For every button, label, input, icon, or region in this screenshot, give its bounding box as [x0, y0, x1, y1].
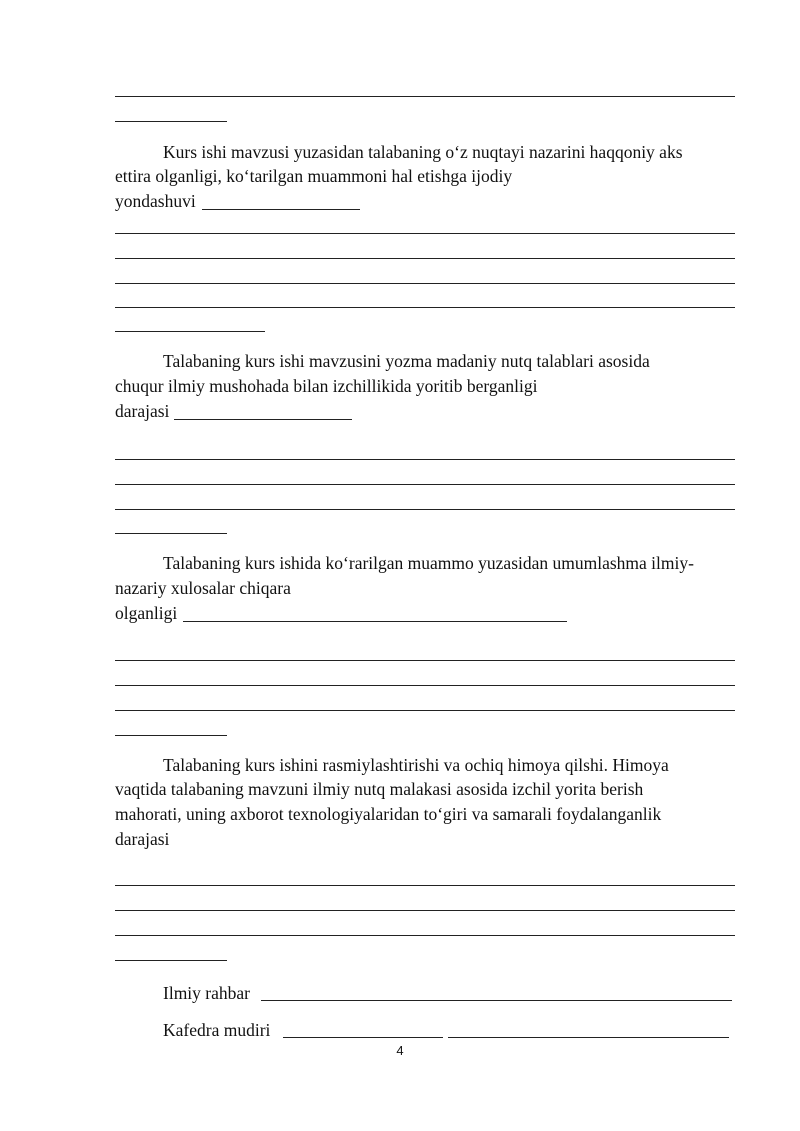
fill-in-line	[174, 419, 352, 420]
paragraph-line: mahorati, uning axborot texnologiyalaridan to‘giri va samarali foydalanganlik	[115, 804, 662, 824]
blank-line	[115, 935, 735, 936]
blank-line	[115, 685, 735, 686]
blank-line	[115, 885, 735, 886]
blank-line	[115, 660, 735, 661]
paragraph-line: darajasi	[115, 829, 170, 849]
paragraph-line: Kurs ishi mavzusi yuzasidan talabaning o‘z nuqtayi nazarini haqqoniy aks	[163, 142, 683, 162]
blank-line	[115, 258, 735, 259]
blank-line	[115, 710, 735, 711]
blank-line-short	[115, 960, 227, 961]
paragraph-line: olganligi	[115, 603, 178, 623]
paragraph-line: darajasi	[115, 401, 170, 421]
paragraph-line: ettira olganligi, ko‘tarilgan muammoni hal etishga ijodiy	[115, 166, 513, 186]
blank-line	[115, 459, 735, 460]
department-head-signature-line[interactable]	[283, 1037, 443, 1038]
paragraph-line: chuqur ilmiy mushohada bilan izchillikida yoritib berganligi	[115, 376, 538, 396]
blank-line	[115, 233, 735, 234]
supervisor-label: Ilmiy rahbar	[163, 983, 250, 1003]
paragraph-line: nazariy xulosalar chiqara	[115, 578, 291, 598]
paragraph-line: Talabaning kurs ishi mavzusini yozma madaniy nutq talablari asosida	[163, 351, 650, 371]
blank-line	[115, 910, 735, 911]
supervisor-signature-line[interactable]	[261, 1000, 732, 1001]
department-head-name-line[interactable]	[448, 1037, 729, 1038]
paragraph-line: yondashuvi	[115, 191, 196, 211]
paragraph-line: Talabaning kurs ishida ko‘rarilgan muammo yuzasidan umumlashma ilmiy-	[163, 553, 694, 573]
blank-line-short	[115, 331, 265, 332]
paragraph-line: vaqtida talabaning mavzuni ilmiy nutq malakasi asosida izchil yorita berish	[115, 779, 644, 799]
fill-in-line	[202, 209, 360, 210]
blank-line-short	[115, 533, 227, 534]
blank-line	[115, 484, 735, 485]
department-head-label: Kafedra mudiri	[163, 1020, 271, 1040]
fill-in-line	[183, 621, 567, 622]
blank-line-short	[115, 735, 227, 736]
blank-line	[115, 509, 735, 510]
blank-line	[115, 307, 735, 308]
paragraph-line: Talabaning kurs ishini rasmiylashtirishi va ochiq himoya qilshi. Himoya	[163, 755, 669, 775]
blank-line	[115, 283, 735, 284]
blank-line-short	[115, 121, 227, 122]
page-number: 4	[396, 1043, 404, 1058]
blank-line	[115, 96, 735, 97]
